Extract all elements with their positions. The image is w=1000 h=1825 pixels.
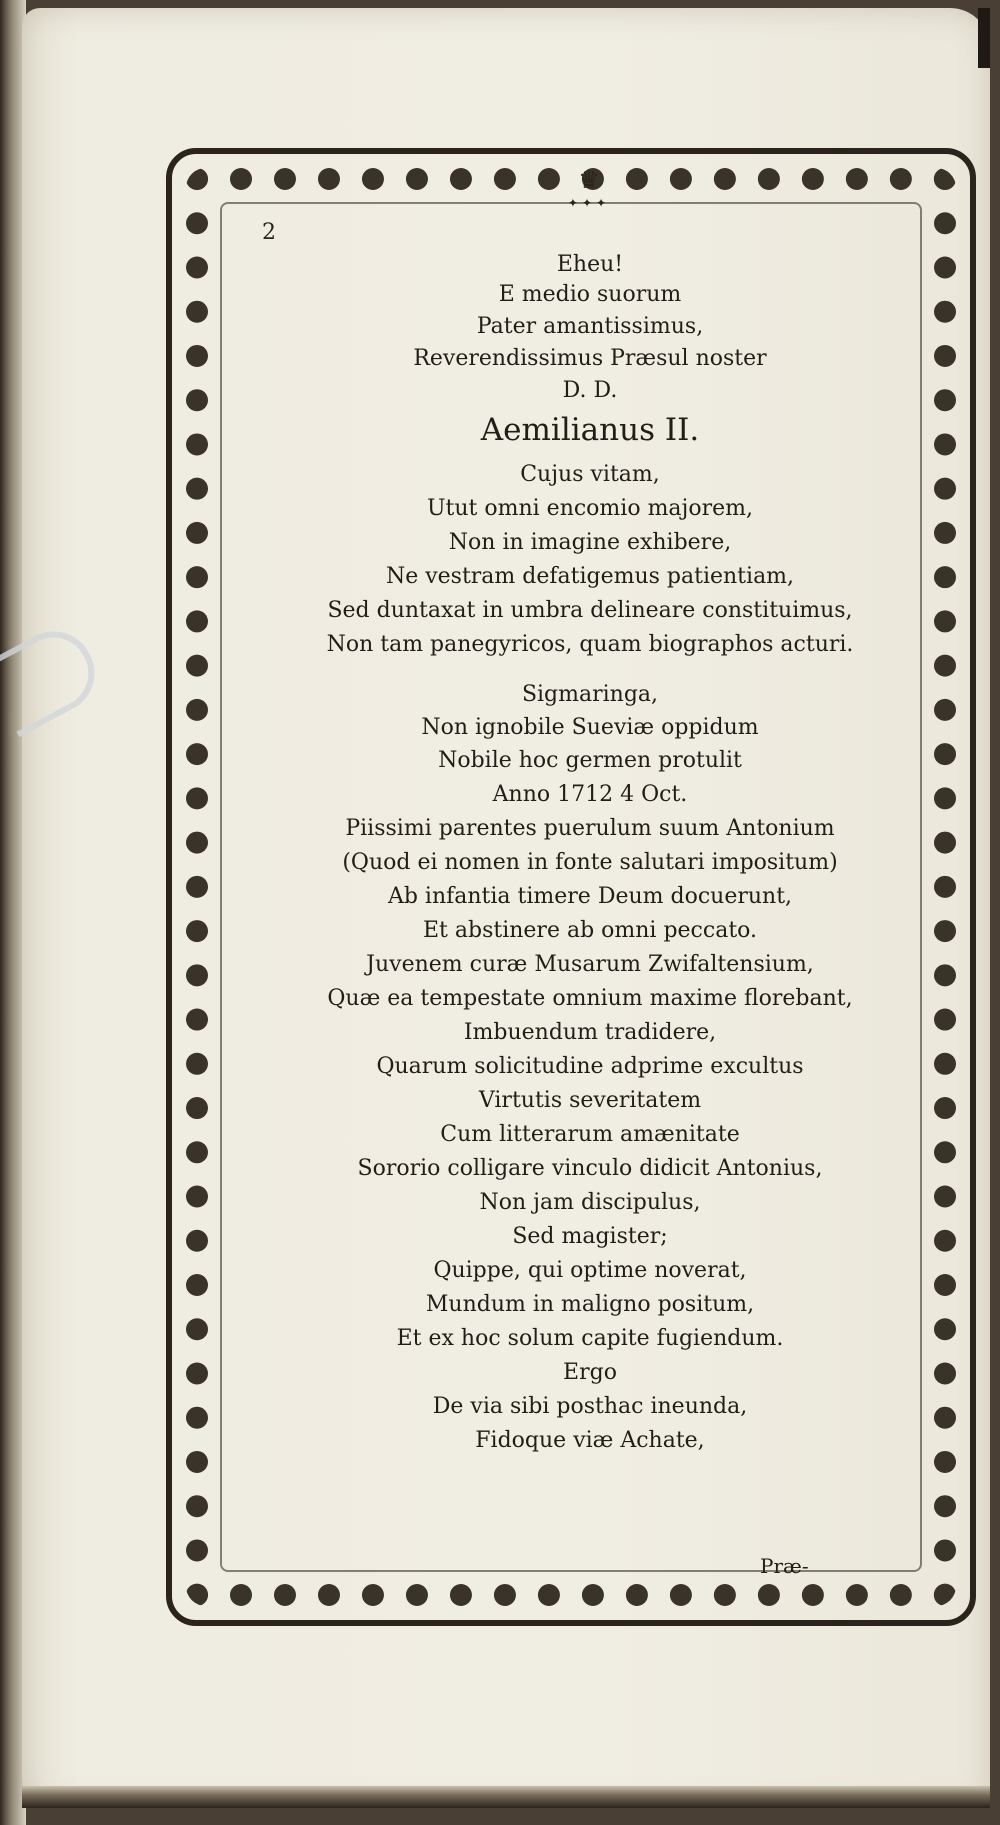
text-line: Sed magister; [512, 1224, 668, 1249]
text-line: Pater amantissimus, [476, 314, 704, 339]
text-line: Non jam discipulus, [479, 1190, 701, 1215]
text-line: Cum litterarum amænitate [440, 1122, 740, 1147]
text-line: Sed duntaxat in umbra delineare constituimus, [327, 598, 853, 623]
scan-corner [978, 8, 990, 68]
text-line: De via sibi posthac ineunda, [432, 1394, 748, 1419]
text-line: Ne vestram defatigemus patientiam, [385, 564, 795, 589]
text-line: Non in imagine exhibere, [448, 530, 732, 555]
page-number: 2 [262, 220, 276, 245]
title-name-line: Aemilianus II. [480, 412, 700, 448]
text-line: D. D. [562, 378, 618, 403]
text-line: Cujus vitam, [520, 462, 660, 487]
text-line: Imbuendum tradidere, [463, 1020, 717, 1045]
catchword: Præ- [760, 1554, 809, 1578]
text-line: Non ignobile Sueviæ oppidum [421, 715, 759, 740]
text-line: Piissimi parentes puerulum suum Antonium [345, 816, 835, 841]
text-line: Fidoque viæ Achate, [475, 1428, 705, 1453]
text-line: Et abstinere ab omni peccato. [422, 918, 758, 943]
text-line: Eheu! [556, 252, 624, 277]
text-line: Mundum in maligno positum, [425, 1292, 755, 1317]
page-bottom-edge [22, 1786, 990, 1808]
text-line: Reverendissimus Præsul noster [413, 346, 767, 371]
crown-icon: ♛ [578, 166, 600, 194]
text-line: Non tam panegyricos, quam biographos acturi. [326, 632, 854, 657]
text-line: Virtutis severitatem [478, 1088, 702, 1113]
text-line: Sigmaringa, [521, 682, 659, 707]
text-line: Ab infantia timere Deum docuerunt, [387, 884, 793, 909]
text-line: Quarum solicitudine adprime excultus [376, 1054, 804, 1079]
text-line: Quæ ea tempestate omnium maxime florebant, [327, 986, 853, 1011]
text-line: Anno 1712 4 Oct. [492, 782, 688, 807]
text-line: Et ex hoc solum capite fugiendum. [396, 1326, 784, 1351]
text-line: Ergo [563, 1360, 617, 1385]
text-line: E medio suorum [498, 282, 682, 307]
stars-ornament-icon: ✦✦✦ [567, 196, 611, 210]
text-line: Utut omni encomio majorem, [426, 496, 753, 521]
text-line: Sororio colligare vinculo didicit Antonius, [357, 1156, 823, 1181]
text-line: (Quod ei nomen in fonte salutari impositum) [342, 850, 838, 875]
text-line: Nobile hoc germen protulit [438, 748, 742, 773]
text-line: Quippe, qui optime noverat, [433, 1258, 747, 1283]
text-line: Juvenem curæ Musarum Zwifaltensium, [366, 952, 814, 977]
